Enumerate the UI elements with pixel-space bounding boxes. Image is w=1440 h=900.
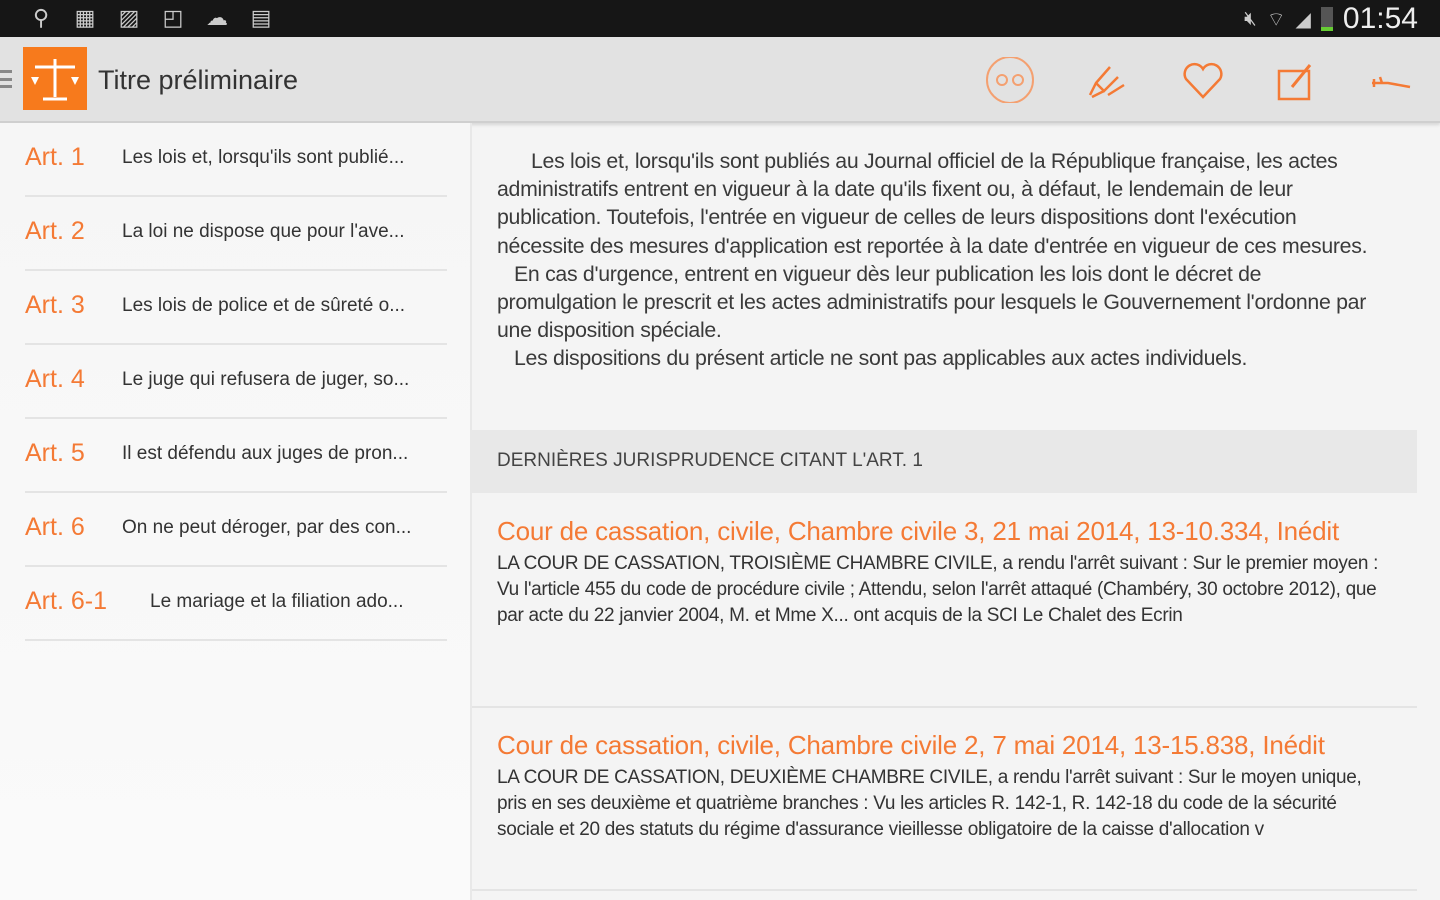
edit-note-icon[interactable] [1272, 57, 1322, 103]
favorite-icon[interactable] [1178, 57, 1228, 103]
jurisprudence-excerpt: LA COUR DE CASSATION, DEUXIÈME CHAMBRE CIVILE, a rendu l'arrêt suivant : Sur le moyen unique, pris en ses deuxième et quatrième branches : Vu les articles R. 142-1, R. 142-18 du code de la sécurité sociale et 20 des statuts du régime d'assurance vieillesse obligatoire de la caisse d'allocation v [497, 767, 1362, 840]
gavel-icon[interactable] [1368, 57, 1418, 103]
article-list [0, 123, 470, 900]
article-number: Art. 1 [25, 143, 85, 171]
article-number: Art. 2 [25, 217, 85, 245]
mute-icon: 🔇︎ [1244, 7, 1257, 30]
highlight-icon[interactable] [1082, 57, 1132, 103]
app-logo-scales-icon[interactable] [23, 47, 87, 110]
wifi-icon: ⌔ [1266, 8, 1286, 31]
cloud-upload-icon: ☁ [206, 5, 228, 30]
article-preview: La loi ne dispose que pour l'ave... [122, 221, 405, 242]
article-number: Art. 6-1 [25, 587, 107, 615]
article-paragraph: Les dispositions du présent article ne sont pas applicables aux actes individuels. [514, 346, 1248, 371]
jurisprudence-excerpt: LA COUR DE CASSATION, TROISIÈME CHAMBRE CIVILE, a rendu l'arrêt suivant : Sur le premier moyen : Vu l'article 455 du code de procédure civile ; Attendu, selon l'arrêt attaqué (Chambéry, 30 octobre 2012), que par acte du 22 janvier 2004, M. et Mme X... ont acquis de la SCI Le Chalet des Ecrin [497, 553, 1379, 626]
article-item-6-1[interactable] [25, 567, 447, 641]
article-number: Art. 5 [25, 439, 85, 467]
article-item-2[interactable] [25, 197, 447, 271]
article-preview: Les lois et, lorsqu'ils sont publié... [122, 147, 405, 168]
signal-icon: ◢ [1295, 8, 1311, 31]
article-item-1[interactable] [25, 123, 447, 197]
battery-charging-icon [1321, 7, 1333, 31]
app-update-icon: ▦ [74, 5, 96, 30]
article-preview: Il est défendu aux juges de pron... [122, 443, 409, 464]
article-text [497, 147, 1377, 373]
article-preview: On ne peut déroger, par des con... [122, 517, 412, 538]
article-preview: Le mariage et la filiation ado... [150, 591, 404, 612]
sd-card-icon: ▤ [250, 5, 272, 30]
article-number: Art. 3 [25, 291, 85, 319]
jurisprudence-item[interactable] [472, 729, 1417, 891]
usb-icon: ⚲ [32, 5, 50, 30]
jurisprudence-title[interactable]: Cour de cassation, civile, Chambre civile 2, 7 mai 2014, 13-15.838, Inédit [497, 730, 1325, 760]
article-detail[interactable] [472, 123, 1440, 900]
article-number: Art. 4 [25, 365, 85, 393]
jurisprudence-title[interactable]: Cour de cassation, civile, Chambre civile 3, 21 mai 2014, 13-10.334, Inédit [497, 516, 1340, 546]
article-item-5[interactable] [25, 419, 447, 493]
clock: 01:54 [1342, 2, 1418, 35]
reader-icon[interactable] [985, 57, 1035, 103]
article-number: Art. 6 [25, 513, 85, 541]
article-paragraph: En cas d'urgence, entrent en vigueur dès leur publication les lois dont le décret de promulgation le prescrit et les actes administratifs pour lesquels le Gouvernement l'ordonne par une disposition spéciale. [497, 261, 1367, 343]
page-title: Titre préliminaire [98, 65, 299, 95]
jurisprudence-item[interactable] [472, 515, 1417, 708]
article-item-4[interactable] [25, 345, 447, 419]
jurisprudence-header: DERNIÈRES JURISPRUDENCE CITANT L'ART. 1 [472, 430, 1417, 493]
status-bar [0, 0, 1440, 37]
menu-icon[interactable] [0, 70, 12, 88]
article-item-3[interactable] [25, 271, 447, 345]
article-preview: Les lois de police et de sûreté o... [122, 295, 406, 316]
action-bar [0, 37, 1440, 123]
article-preview: Le juge qui refusera de juger, so... [122, 369, 410, 390]
article-paragraph: Les lois et, lorsqu'ils sont publiés au Journal officiel de la République française, les actes administratifs entrent en vigueur à la date qu'ils fixent ou, à défaut, le lendemain de leur publication. Toutefois, l'entrée en vigueur de celles de leurs dispositions dont l'exécution nécessite des mesures d'application est reportée à la date d'entrée en vigueur de ces mesures. [497, 149, 1368, 258]
screen-clock-icon: ◰ [162, 5, 184, 30]
article-item-6[interactable] [25, 493, 447, 567]
image-icon: ▨ [118, 5, 140, 30]
